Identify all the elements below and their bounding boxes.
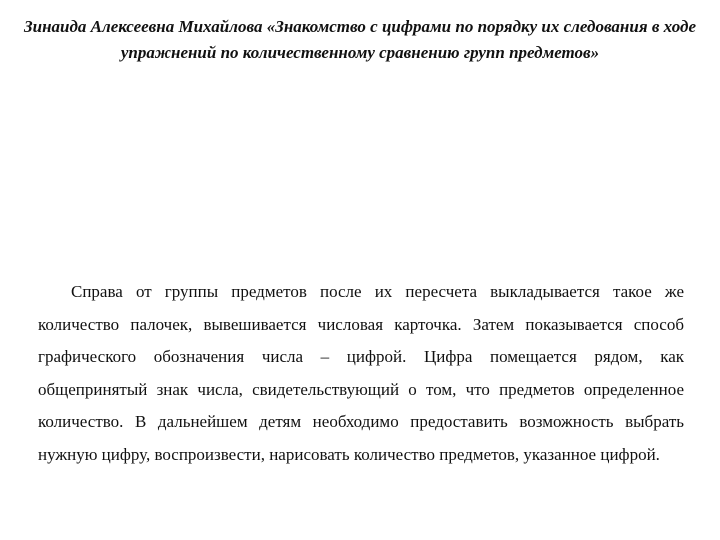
body-paragraph: Справа от группы предметов после их пересчета выкладывается такое же количество палочек, вывешивается числовая карточка. Затем показывается способ графического обозначения числа – цифрой. Цифра помещается рядом, как общепринятый знак числа, свидетельствующий о том, что предметов определенное количество. В дальнейшем детям необходимо предоставить возможность выбрать нужную цифру, воспроизвести, нарисовать количество предметов, указанное цифрой. (38, 282, 684, 464)
document-title: Зинаида Алексеевна Михайлова «Знакомство с цифрами по порядку их следования в ходе упражнений по количественному сравнению групп предметов» (24, 17, 696, 62)
